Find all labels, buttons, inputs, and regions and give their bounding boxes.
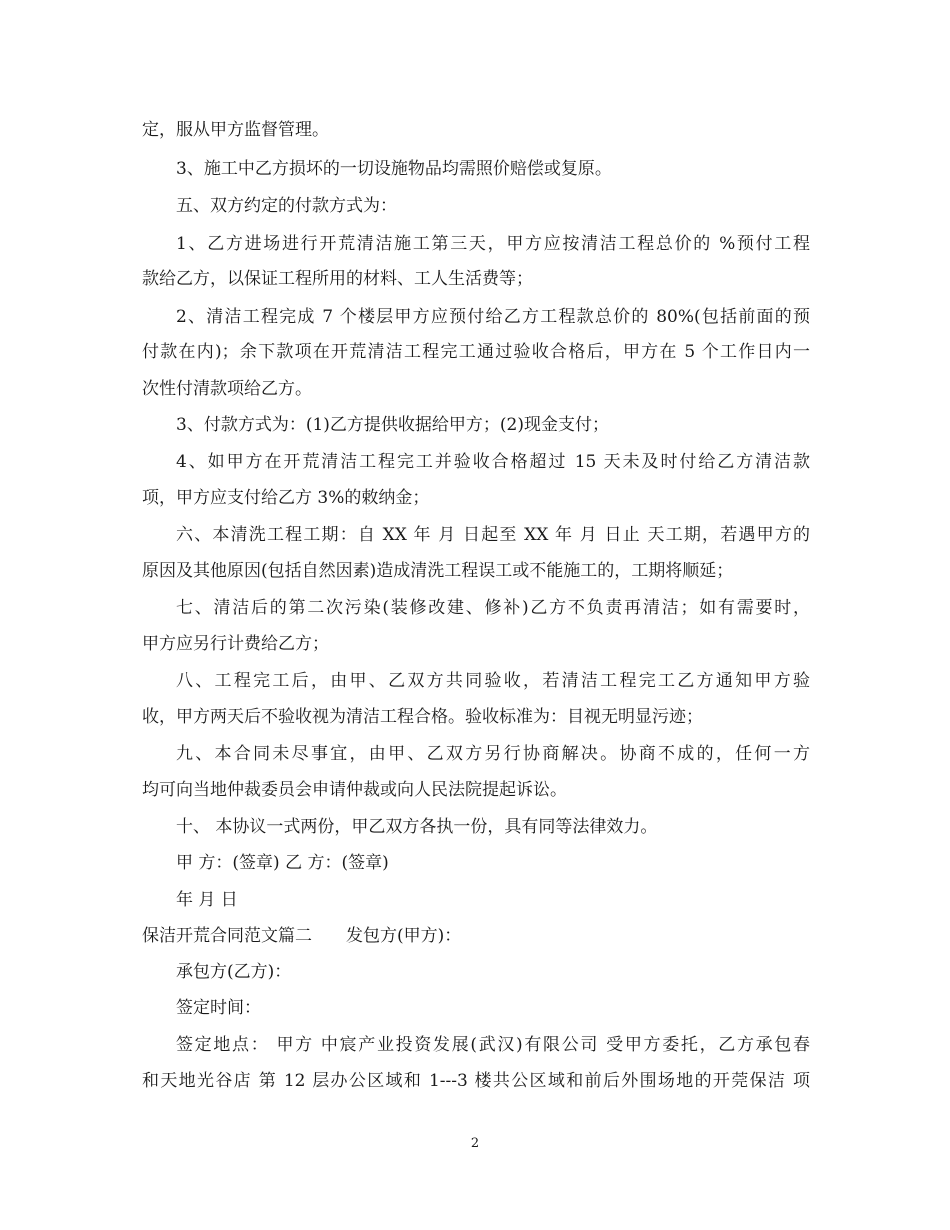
text-line: 签定时间： <box>176 998 261 1018</box>
text-line: 九、本合同未尽事宜，由甲、乙双方另行协商解决。协商不成的，任何一方 <box>176 744 810 764</box>
text-line: 付款在内)；余下款项在开荒清洁工程完工通过验收合格后，甲方在 5 个工作日内一 <box>142 342 810 362</box>
text-line: 收，甲方两天后不验收视为清洁工程合格。验收标准为：目视无明显污迹； <box>142 707 703 727</box>
text-line: 承包方(乙方)： <box>176 962 292 982</box>
text-line: 1、乙方进场进行开荒清洁施工第三天，甲方应按清洁工程总价的 %预付工程 <box>176 234 810 254</box>
date-line: 年 月 日 <box>176 890 238 910</box>
text-line: 签定地点： 甲方 中宸产业投资发展(武汉)有限公司 受甲方委托，乙方承包春 <box>176 1035 810 1055</box>
text-line: 2、清洁工程完成 7 个楼层甲方应预付给乙方工程款总价的 80%(包括前面的预 <box>176 307 810 327</box>
text-line: 六、本清洗工程工期：自 XX 年 月 日起至 XX 年 月 日止 天工期，若遇甲方的 <box>176 525 810 545</box>
section-heading: 保洁开荒合同范文篇二 发包方(甲方)： <box>142 926 462 946</box>
text-line: 3、付款方式为：(1)乙方提供收据给甲方；(2)现金支付； <box>176 415 609 435</box>
text-line: 原因及其他原因(包括自然因素)造成清洗工程误工或不能施工的，工期将顺延； <box>142 561 734 581</box>
signature-line: 甲 方：(签章) 乙 方：(签章) <box>176 853 389 873</box>
text-line: 款给乙方，以保证工程所用的材料、工人生活费等； <box>142 269 533 289</box>
text-line: 和天地光谷店 第 12 层办公区域和 1---3 楼共公区域和前后外围场地的开莞保洁 项 <box>142 1071 810 1091</box>
text-line: 五、双方约定的付款方式为： <box>176 196 397 216</box>
text-line: 次性付清款项给乙方。 <box>142 379 312 399</box>
text-line: 七、清洁后的第二次污染(装修改建、修补)乙方不负责再清洁；如有需要时， <box>176 598 810 618</box>
text-line: 定，服从甲方监督管理。 <box>142 120 329 140</box>
page-number: 2 <box>470 1136 480 1151</box>
text-line: 八、工程完工后，由甲、乙双方共同验收，若清洁工程完工乙方通知甲方验 <box>176 671 810 691</box>
text-line: 项，甲方应支付给乙方 3%的敕纳金； <box>142 488 430 508</box>
text-line: 3、施工中乙方损坏的一切设施物品均需照价赔偿或复原。 <box>176 159 612 179</box>
text-line: 十、 本协议一式两份，甲乙双方各执一份，具有同等法律效力。 <box>176 817 658 837</box>
text-line: 甲方应另行计费给乙方； <box>142 634 329 654</box>
text-line: 4、如甲方在开荒清洁工程完工并验收合格超过 15 天未及时付给乙方清洁款 <box>176 452 810 472</box>
text-line: 均可向当地仲裁委员会申请仲裁或向人民法院提起诉讼。 <box>142 780 567 800</box>
